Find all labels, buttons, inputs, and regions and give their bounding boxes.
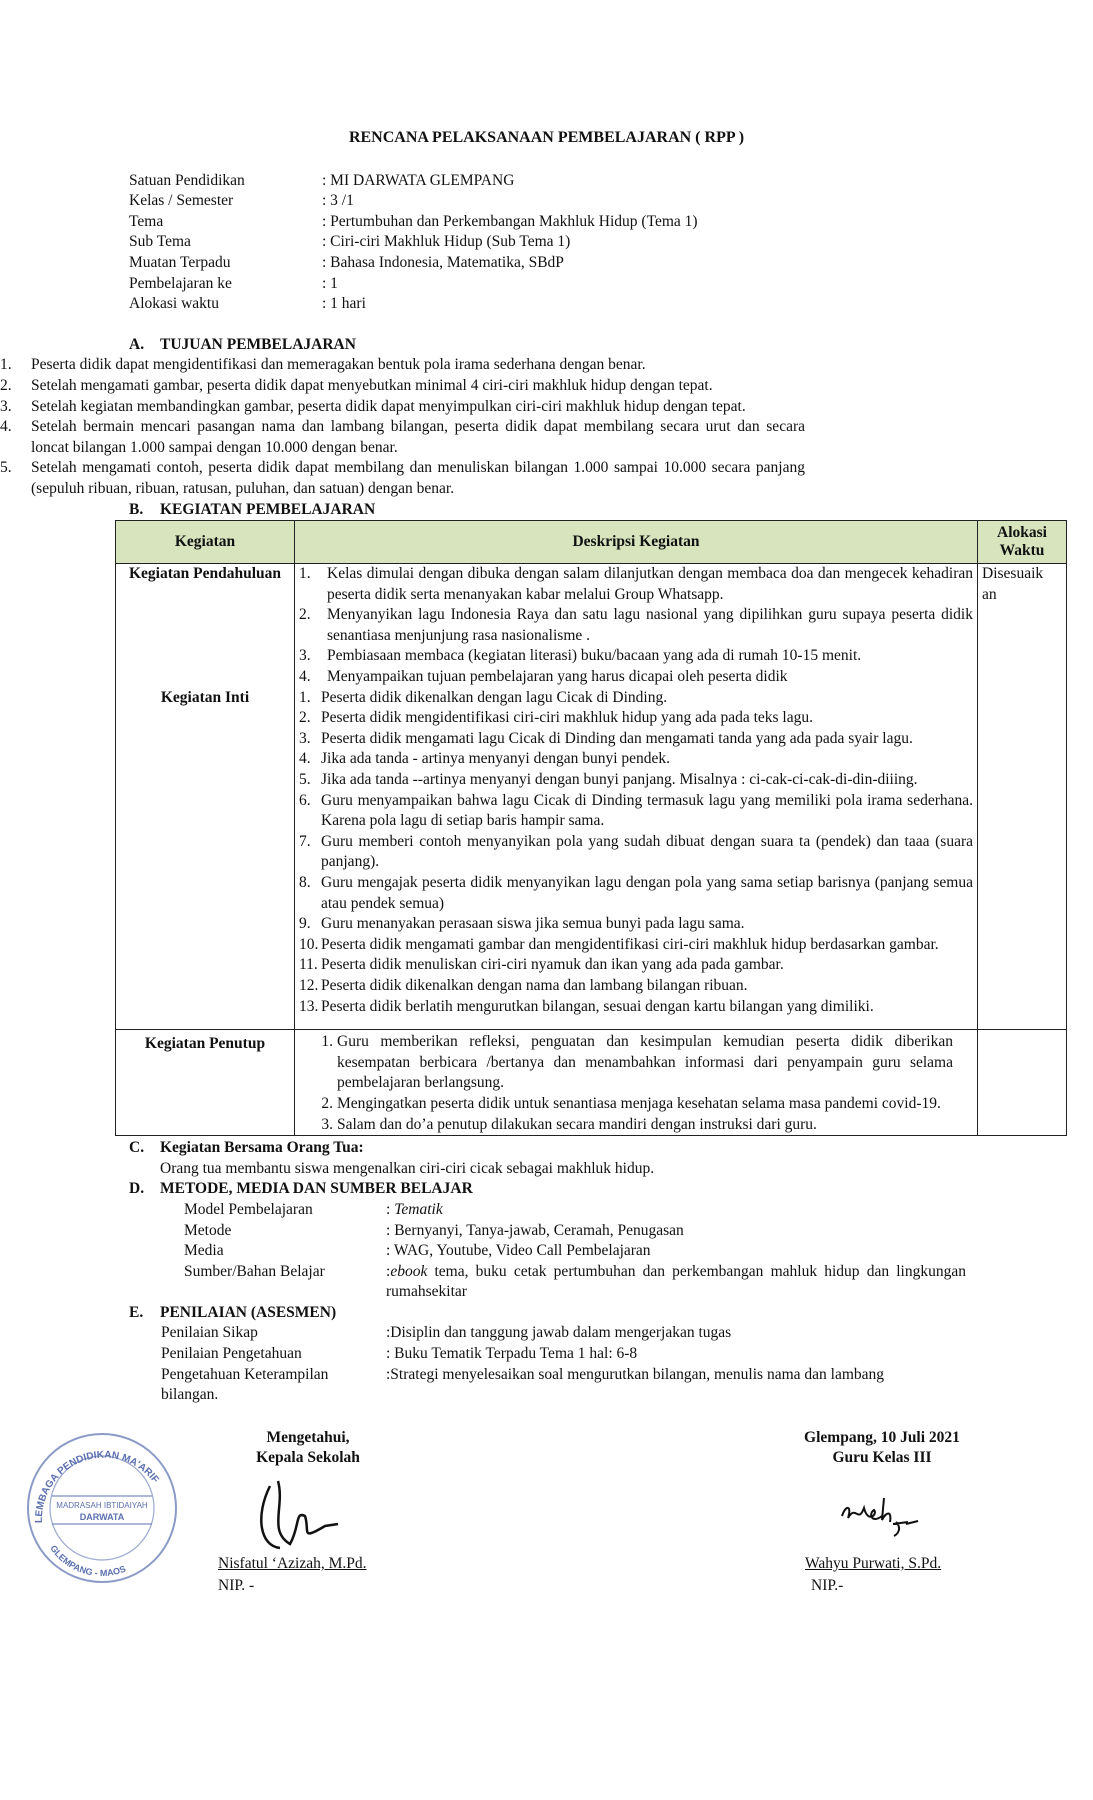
section-letter: A.	[129, 335, 145, 353]
list-item	[0, 355, 805, 376]
identity-value: : MI DARWATA GLEMPANG	[322, 171, 515, 189]
item-number: 8.	[299, 874, 311, 891]
value-text: tema, buku cetak pertumbuhan dan perkembangan mahluk hidup dan lingkungan rumahsekitar	[386, 1262, 966, 1301]
table-row	[116, 564, 1067, 688]
item-number: 11.	[299, 956, 318, 974]
item-text: Setelah mengamati contoh, peserta didik dapat membilang dan menuliskan bilangan 1.000 sampai 10.000 secara panjang (sepuluh ribuan, ribuan, ratusan, puluhan, dan satuan) dengan benar.	[31, 459, 805, 497]
item-text: Peserta didik dikenalkan dengan nama dan lambang bilangan ribuan.	[321, 976, 748, 994]
svg-text:LEMBAGA PENDIDIKAN MA'ARIF: LEMBAGA PENDIDIKAN MA'ARIF	[33, 1449, 161, 1523]
headmaster-name: Nisfatul ‘Azizah, M.Pd.	[218, 1554, 367, 1572]
method-label: Metode	[184, 1221, 232, 1239]
list-item	[299, 914, 973, 935]
headmaster-signature	[250, 1476, 340, 1552]
value-text: Bernyanyi, Tanya-jawab, Ceramah, Penugasan	[394, 1221, 684, 1239]
item-number: 3.	[321, 1115, 333, 1133]
item-text: Jika ada tanda --artinya menyanyi dengan bunyi panjang. Misalnya : ci-cak-ci-cak-di-din-diiing.	[321, 771, 918, 789]
list-item	[305, 1115, 953, 1136]
item-text: Menyampaikan tujuan pembelajaran yang harus dicapai oleh peserta didik	[327, 668, 788, 686]
sign-line1: Mengetahui,	[266, 1428, 350, 1446]
item-number: 5.	[299, 771, 311, 789]
identity-label: Satuan Pendidikan	[129, 171, 245, 189]
list-item	[299, 646, 973, 667]
item-number: 5.	[0, 459, 12, 477]
value-prefix: :	[386, 1200, 395, 1218]
identity-value: : Pertumbuhan dan Perkembangan Makhluk Hidup (Tema 1)	[322, 212, 698, 230]
value-italic: ebook	[390, 1262, 428, 1280]
item-text: Setelah bermain mencari pasangan nama dan lambang bilangan, peserta didik dapat membilang secara urut dan secara loncat bilangan 1.000 sampai dengan 10.000 dengan benar.	[31, 418, 805, 456]
item-number: 12.	[299, 976, 319, 994]
table-row	[116, 688, 1067, 1030]
pendahuluan-list	[299, 564, 973, 688]
allocation-cell	[978, 564, 1067, 1030]
method-value	[386, 1200, 966, 1221]
section-c-heading	[129, 1138, 1093, 1159]
sign-line1: Glempang, 10 Juli 2021	[804, 1428, 960, 1446]
item-number: 1.	[299, 565, 311, 583]
section-e-heading	[129, 1303, 1093, 1324]
section-title: KEGIATAN PEMBELAJARAN	[160, 500, 376, 518]
list-item	[0, 417, 805, 458]
activity-description-cell	[295, 1030, 978, 1136]
section-title: TUJUAN PEMBELAJARAN	[160, 335, 356, 353]
list-item	[299, 873, 973, 914]
method-value	[386, 1262, 966, 1303]
identity-label: Alokasi waktu	[129, 295, 219, 313]
item-number: 2.	[0, 376, 12, 394]
item-number: 7.	[299, 832, 311, 850]
value-prefix: :	[386, 1242, 394, 1260]
allocation-cell	[978, 1030, 1067, 1136]
item-number: 1.	[299, 688, 311, 706]
assessment-value: :Strategi menyelesaikan soal mengurutkan bilangan, menulis nama dan lambang	[386, 1365, 885, 1383]
item-text: Guru memberi contoh menyanyikan pola yang sudah dibuat dengan suara ta (pendek) dan taaa (suara panjang).	[321, 832, 973, 871]
value-italic: Tematik	[394, 1200, 443, 1218]
identity-row	[129, 294, 1093, 315]
item-text: Peserta didik dapat mengidentifikasi dan memeragakan bentuk pola irama sederhana dengan benar.	[31, 356, 646, 374]
item-number: 9.	[299, 915, 311, 933]
headmaster-nip: NIP. -	[218, 1576, 255, 1594]
identity-value: : 3 /1	[322, 192, 354, 210]
item-number: 3.	[0, 397, 12, 415]
item-text: Salam dan do’a penutup dilakukan secara mandiri dengan instruksi dari guru.	[337, 1115, 817, 1133]
item-text: Peserta didik berlatih mengurutkan bilangan, sesuai dengan kartu bilangan yang dimiliki.	[321, 997, 874, 1015]
list-item	[299, 749, 973, 770]
list-item	[299, 832, 973, 873]
method-row	[184, 1200, 966, 1221]
inti-list	[299, 688, 973, 1018]
list-item	[0, 376, 805, 397]
item-number: 10.	[299, 935, 319, 953]
list-item	[305, 1094, 953, 1115]
signature-block	[0, 1428, 1093, 1618]
identity-value: : Bahasa Indonesia, Matematika, SBdP	[322, 253, 564, 271]
item-text: Pembiasaan membaca (kegiatan literasi) buku/bacaan yang ada di rumah 10-15 menit.	[327, 647, 862, 665]
section-title: PENILAIAN (ASESMEN)	[160, 1303, 337, 1321]
list-item	[299, 667, 973, 688]
assessment-label: Pengetahuan Keterampilan	[161, 1365, 329, 1383]
item-text: Peserta didik mengidentifikasi ciri-ciri makhluk hidup yang ada pada teks lagu.	[321, 709, 813, 727]
method-row	[184, 1221, 966, 1242]
identity-label: Tema	[129, 212, 164, 230]
item-text: Peserta didik dikenalkan dengan lagu Cicak di Dinding.	[321, 688, 668, 706]
header-deskripsi: Deskripsi Kegiatan	[295, 521, 978, 564]
item-text: Peserta didik menuliskan ciri-ciri nyamuk dan ikan yang ada pada gambar.	[321, 956, 784, 974]
svg-text:DARWATA: DARWATA	[79, 1511, 125, 1522]
section-b-heading	[129, 500, 1093, 521]
item-text: Kelas dimulai dengan dibuka dengan salam dilanjutkan dengan membaca doa dan mengecek kehadiran peserta didik serta menanyakan kabar melalui Group Whatsapp.	[327, 565, 973, 603]
phase-label-inti: Kegiatan Inti	[116, 688, 295, 1030]
allocation-value: Disesuaikan	[982, 565, 1044, 603]
identity-label: Muatan Terpadu	[129, 253, 231, 271]
activity-description-cell	[295, 688, 978, 1030]
teacher-signature	[838, 1494, 948, 1544]
parent-activity-text: Orang tua membantu siswa mengenalkan ciri-ciri cicak sebagai makhluk hidup.	[160, 1159, 655, 1177]
item-text: Peserta didik mengamati gambar dan mengidentifikasi ciri-ciri makhluk hidup berdasarkan gambar.	[321, 935, 939, 953]
identity-value: : 1 hari	[322, 295, 366, 313]
method-value	[386, 1221, 966, 1242]
school-stamp	[20, 1428, 190, 1588]
item-text: Guru menanyakan perasaan siswa jika semua bunyi pada lagu sama.	[321, 915, 745, 933]
item-text: Setelah kegiatan membandingkan gambar, peserta didik dapat menyimpulkan ciri-ciri makhluk hidup dengan tepat.	[31, 397, 746, 415]
item-text: Peserta didik mengamati lagu Cicak di Dinding dan mengamati tanda yang ada pada syair lagu.	[321, 729, 913, 747]
phase-label-penutup: Kegiatan Penutup	[116, 1030, 295, 1136]
sign-line2: Guru Kelas III	[832, 1449, 932, 1467]
assessment-value: :Disiplin dan tanggung jawab dalam mengerjakan tugas	[386, 1324, 732, 1342]
list-item	[299, 729, 973, 750]
header-alokasi: Alokasi Waktu	[978, 521, 1067, 564]
table-header-row	[116, 521, 1067, 564]
item-text: Mengingatkan peserta didik untuk senantiasa menjaga kesehatan selama masa pandemi covid-19.	[337, 1094, 941, 1112]
section-letter: C.	[129, 1139, 145, 1157]
identity-label: Pembelajaran ke	[129, 274, 232, 292]
assessment-tail: bilangan.	[161, 1386, 219, 1404]
item-text: Menyanyikan lagu Indonesia Raya dan satu lagu nasional yang dipilihkan guru supaya peserta didik senantiasa menjunjung rasa nasionalisme .	[327, 606, 973, 644]
section-letter: D.	[129, 1180, 145, 1198]
assessment-row	[161, 1365, 966, 1386]
identity-row	[129, 212, 1093, 233]
activity-description-cell	[295, 564, 978, 688]
right-signature-title	[772, 1428, 992, 1469]
identity-label: Kelas / Semester	[129, 192, 234, 210]
identity-row	[129, 274, 1093, 295]
value-prefix: :	[386, 1221, 395, 1239]
list-item	[299, 997, 973, 1018]
item-number: 4.	[299, 668, 311, 686]
identity-row	[129, 191, 1093, 212]
list-item	[305, 1032, 953, 1094]
identity-row	[129, 253, 1093, 274]
list-item	[299, 955, 973, 976]
assessment-label: Penilaian Sikap	[161, 1324, 258, 1342]
assessment-value: : Buku Tematik Terpadu Tema 1 hal: 6-8	[386, 1345, 638, 1363]
item-number: 3.	[299, 729, 311, 747]
list-item	[0, 397, 805, 418]
list-item	[299, 708, 973, 729]
item-number: 1.	[321, 1033, 333, 1051]
penutup-list	[305, 1032, 953, 1135]
teacher-name: Wahyu Purwati, S.Pd.	[805, 1554, 942, 1572]
method-row	[184, 1241, 966, 1262]
section-letter: E.	[129, 1303, 144, 1321]
left-signature-title	[220, 1428, 396, 1469]
table-row	[116, 1030, 1067, 1136]
list-item	[299, 791, 973, 832]
header-kegiatan: Kegiatan	[116, 521, 295, 564]
assessment-label: Penilaian Pengetahuan	[161, 1345, 302, 1363]
list-item	[299, 564, 973, 605]
list-item	[299, 688, 973, 709]
teacher-nip: NIP.-	[811, 1576, 844, 1594]
svg-text:MADRASAH IBTIDAIYAH: MADRASAH IBTIDAIYAH	[56, 1500, 148, 1510]
item-number: 1.	[0, 356, 12, 374]
identity-value: : Ciri-ciri Makhluk Hidup (Sub Tema 1)	[322, 233, 571, 251]
item-text: Guru menyampaikan bahwa lagu Cicak di Dinding termasuk lagu yang memiliki pola irama sederhana. Karena pola lagu di setiap baris hampir sama.	[321, 791, 973, 830]
item-number: 4.	[0, 418, 12, 436]
section-d-heading	[129, 1179, 1093, 1200]
method-label: Model Pembelajaran	[184, 1200, 313, 1218]
section-a-heading	[129, 335, 1093, 356]
identity-value: : 1	[322, 274, 338, 292]
list-item	[0, 458, 805, 499]
value-text: WAG, Youtube, Video Call Pembelajaran	[393, 1242, 651, 1260]
item-text: Setelah mengamati gambar, peserta didik dapat menyebutkan minimal 4 ciri-ciri makhluk hidup dengan tepat.	[31, 376, 713, 394]
phase-label-pendahuluan: Kegiatan Pendahuluan	[116, 564, 295, 688]
objectives-list	[0, 355, 805, 499]
section-title: METODE, MEDIA DAN SUMBER BELAJAR	[160, 1180, 473, 1198]
method-label: Media	[184, 1242, 224, 1260]
item-number: 6.	[299, 791, 311, 809]
item-text: Jika ada tanda - artinya menyanyi dengan bunyi pendek.	[321, 750, 671, 768]
item-number: 2.	[299, 709, 311, 727]
item-text: Guru memberikan refleksi, penguatan dan kesimpulan kemudian peserta didik diberikan kesempatan berbicara /bertanya dan menambahkan informasi dari penyampain guru selama pembelajaran berlangsung.	[337, 1033, 953, 1092]
activities-table	[115, 520, 1067, 1136]
identity-row	[129, 232, 1093, 253]
methods-block	[184, 1200, 966, 1303]
identity-row	[129, 171, 1093, 192]
method-value	[386, 1241, 966, 1262]
item-number: 2.	[321, 1094, 333, 1112]
list-item	[299, 770, 973, 791]
list-item	[299, 605, 973, 646]
method-row	[184, 1262, 966, 1303]
sign-line2: Kepala Sekolah	[256, 1449, 360, 1467]
list-item	[299, 935, 973, 956]
item-text: Guru mengajak peserta didik menyanyikan lagu dengan pola yang sama setiap barisnya (panjang semua atau pendek semua)	[321, 874, 973, 912]
item-number: 3.	[299, 647, 311, 665]
assessment-block	[161, 1323, 966, 1405]
svg-text:GLEMPANG - MAOS: GLEMPANG - MAOS	[48, 1543, 128, 1579]
assessment-row	[161, 1344, 966, 1365]
item-number: 4.	[299, 750, 311, 768]
item-number: 13.	[299, 997, 319, 1015]
value-prefix: :	[386, 1262, 391, 1280]
assessment-row	[161, 1323, 966, 1344]
item-number: 2.	[299, 606, 311, 624]
list-item	[299, 976, 973, 997]
method-label: Sumber/Bahan Belajar	[184, 1262, 325, 1280]
identity-block	[129, 171, 1093, 315]
document-title: RENCANA PELAKSANAAN PEMBELAJARAN ( RPP )	[348, 129, 745, 146]
identity-label: Sub Tema	[129, 233, 191, 251]
section-title: Kegiatan Bersama Orang Tua:	[160, 1139, 364, 1157]
section-letter: B.	[129, 500, 144, 518]
